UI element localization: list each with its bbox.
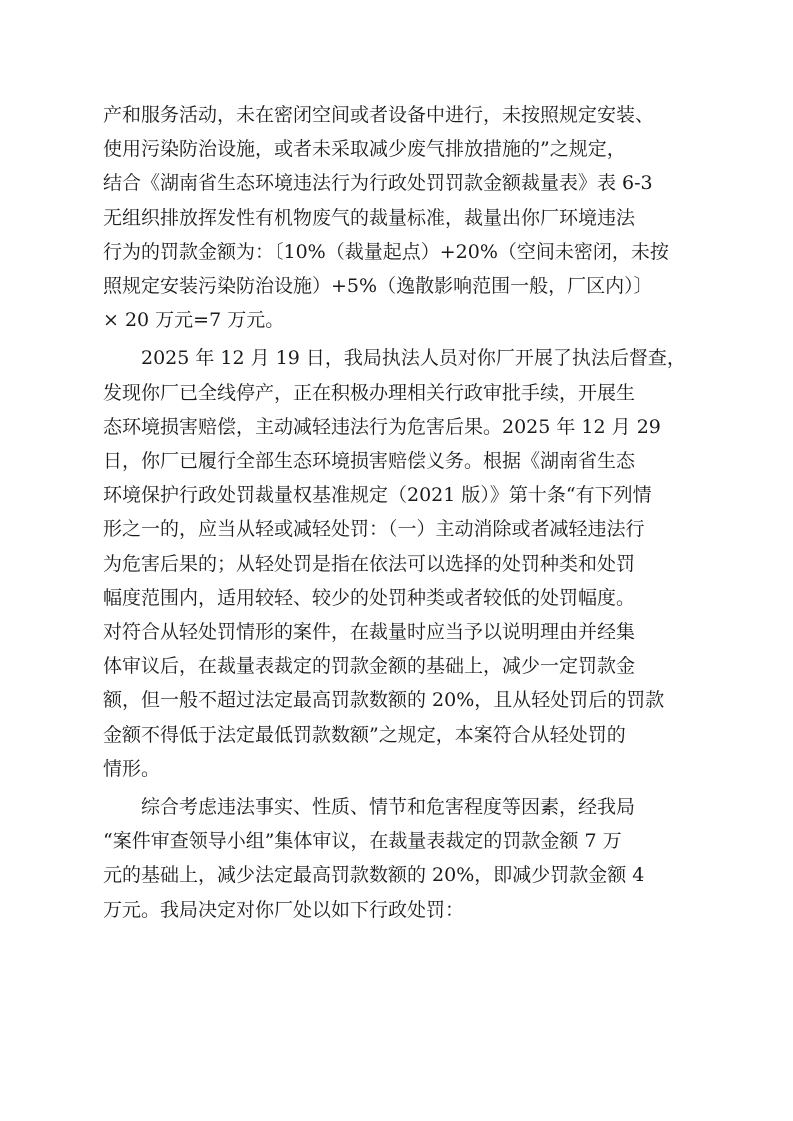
text-line: 万元。我局决定对你厂处以如下行政处罚：: [103, 898, 465, 921]
text-line: 态环境损害赔偿，主动减轻违法行为危害后果。2025 年 12 月 29: [103, 415, 661, 438]
text-line: 行为的罚款金额为：〔10%（裁量起点）+20%（空间未密闭，未按: [103, 240, 669, 263]
text-line: 额，但一般不超过法定最高罚款数额的 20%，且从轻处罚后的罚款: [103, 689, 665, 712]
text-line: 元的基础上，减少法定最高罚款数额的 20%，即减少罚款金额 4: [103, 864, 645, 887]
text-line: 形之一的，应当从轻或减轻处罚：（一）主动消除或者减轻违法行: [103, 518, 645, 541]
text-line: 发现你厂已全线停产，正在积极办理相关行政审批手续，开展生: [103, 381, 636, 404]
text-line: 综合考虑违法事实、性质、情节和危害程度等因素，经我局: [141, 796, 636, 819]
text-line: “案件审查领导小组”集体审议，在裁量表裁定的罚款金额 7 万: [103, 830, 622, 853]
text-line: × 20 万元=7 万元。: [103, 309, 285, 332]
text-line: 无组织排放挥发性有机物废气的裁量标准，裁量出你厂环境违法: [103, 206, 636, 229]
text-line: 日，你厂已履行全部生态环境损害赔偿义务。根据《湖南省生态: [103, 450, 636, 473]
text-line: 照规定安装污染防治设施）+5%（逸散影响范围一般，厂区内）〕: [103, 275, 653, 298]
paragraph-penalty-calculation: [103, 98, 693, 337]
text-line: 环境保护行政处罚裁量权基准规定（2021 版）》第十条“有下列情: [103, 484, 652, 507]
paragraph-follow-up-inspection: [103, 341, 693, 786]
text-line: 体审议后，在裁量表裁定的罚款金额的基础上，减少一定罚款金: [103, 655, 636, 678]
paragraph-penalty-decision: [103, 790, 693, 927]
text-line: 2025 年 12 月 19 日，我局执法人员对你厂开展了执法后督查，: [141, 347, 686, 370]
text-line: 幅度范围内，适用较轻、较少的处罚种类或者较低的处罚幅度。: [103, 586, 636, 609]
text-line: 使用污染防治设施，或者未采取减少废气排放措施的”之规定，: [103, 138, 626, 161]
text-line: 金额不得低于法定最低罚款数额”之规定，本案符合从轻处罚的: [103, 723, 626, 746]
text-line: 对符合从轻处罚情形的案件，在裁量时应当予以说明理由并经集: [103, 621, 636, 644]
text-line: 情形。: [103, 757, 161, 780]
text-line: 产和服务活动，未在密闭空间或者设备中进行，未按照规定安装、: [103, 104, 655, 126]
text-line: 为危害后果的；从轻处罚是指在依法可以选择的处罚种类和处罚: [103, 552, 636, 575]
document-body: [103, 98, 693, 927]
text-line: 结合《湖南省生态环境违法行为行政处罚罚款金额裁量表》表 6-3: [103, 172, 653, 195]
